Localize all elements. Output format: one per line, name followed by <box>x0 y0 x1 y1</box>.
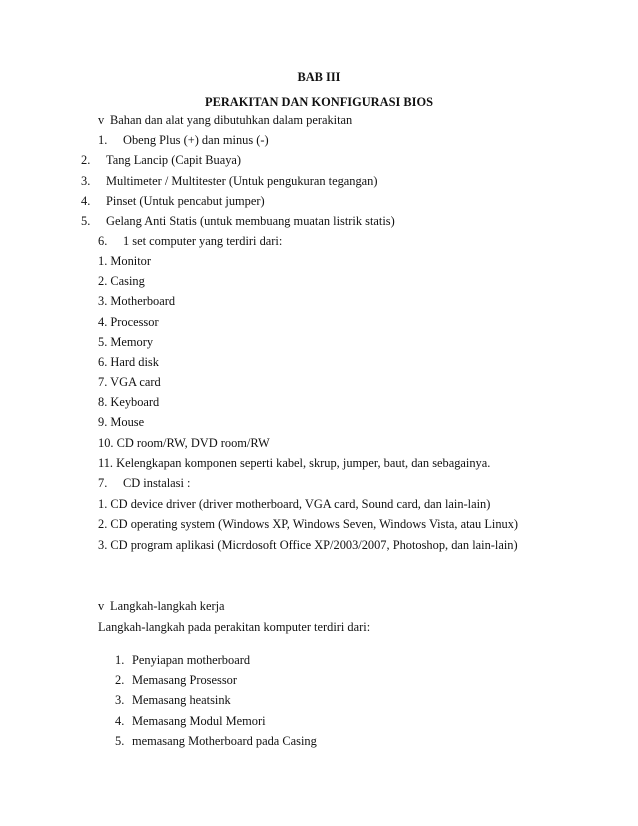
step-item: 5. memasang Motherboard pada Casing <box>115 734 317 748</box>
list-item: 1. Obeng Plus (+) dan minus (-) <box>98 133 269 147</box>
cd-item: 3. CD program aplikasi (Micrdosoft Office XP/2003/2007, Photoshop, dan lain-lain) <box>98 538 518 552</box>
install-cd-heading: 7. CD instalasi : <box>98 476 191 490</box>
part-item: 8. Keyboard <box>98 395 160 409</box>
step-item: 4. Memasang Modul Memori <box>115 714 266 728</box>
part-item: 4. Processor <box>98 315 159 329</box>
tools-intro <box>98 113 352 127</box>
steps-intro: Langkah-langkah pada perakitan komputer terdiri dari: <box>98 620 371 634</box>
bullet-marker: v <box>98 599 105 613</box>
part-item: 3. Motherboard <box>98 294 176 308</box>
part-item: 11. Kelengkapan komponen seperti kabel, skrup, jumper, baut, dan sebagainya. <box>98 456 491 470</box>
chapter-heading: BAB III <box>297 70 341 84</box>
part-item: 2. Casing <box>98 274 145 288</box>
step-item: 2. Memasang Prosessor <box>115 673 237 687</box>
steps-heading: v Langkah-langkah kerja <box>98 599 225 613</box>
tools-intro-text: Bahan dan alat yang dibutuhkan dalam perakitan <box>110 113 353 127</box>
list-item: 6. 1 set computer yang terdiri dari: <box>98 234 283 248</box>
part-item: 10. CD room/RW, DVD room/RW <box>98 436 270 450</box>
list-item: 2. Tang Lancip (Capit Buaya) <box>81 153 242 167</box>
chapter-title: PERAKITAN DAN KONFIGURASI BIOS <box>205 95 433 109</box>
cd-item: 2. CD operating system (Windows XP, Windows Seven, Windows Vista, atau Linux) <box>98 517 519 531</box>
cd-item: 1. CD device driver (driver motherboard, VGA card, Sound card, dan lain-lain) <box>98 497 491 511</box>
part-item: 7. VGA card <box>98 375 161 389</box>
step-item: 1. Penyiapan motherboard <box>115 653 251 667</box>
step-item: 3. Memasang heatsink <box>115 693 231 707</box>
part-item: 9. Mouse <box>98 415 145 429</box>
list-item: 4. Pinset (Untuk pencabut jumper) <box>81 194 265 208</box>
part-item: 5. Memory <box>98 335 154 349</box>
bullet-marker: v <box>98 113 105 127</box>
list-item: 5. Gelang Anti Statis (untuk membuang muatan listrik statis) <box>81 214 395 228</box>
list-item: 3. Multimeter / Multitester (Untuk pengukuran tegangan) <box>81 174 378 188</box>
part-item: 6. Hard disk <box>98 355 159 369</box>
part-item: 1. Monitor <box>98 254 152 268</box>
